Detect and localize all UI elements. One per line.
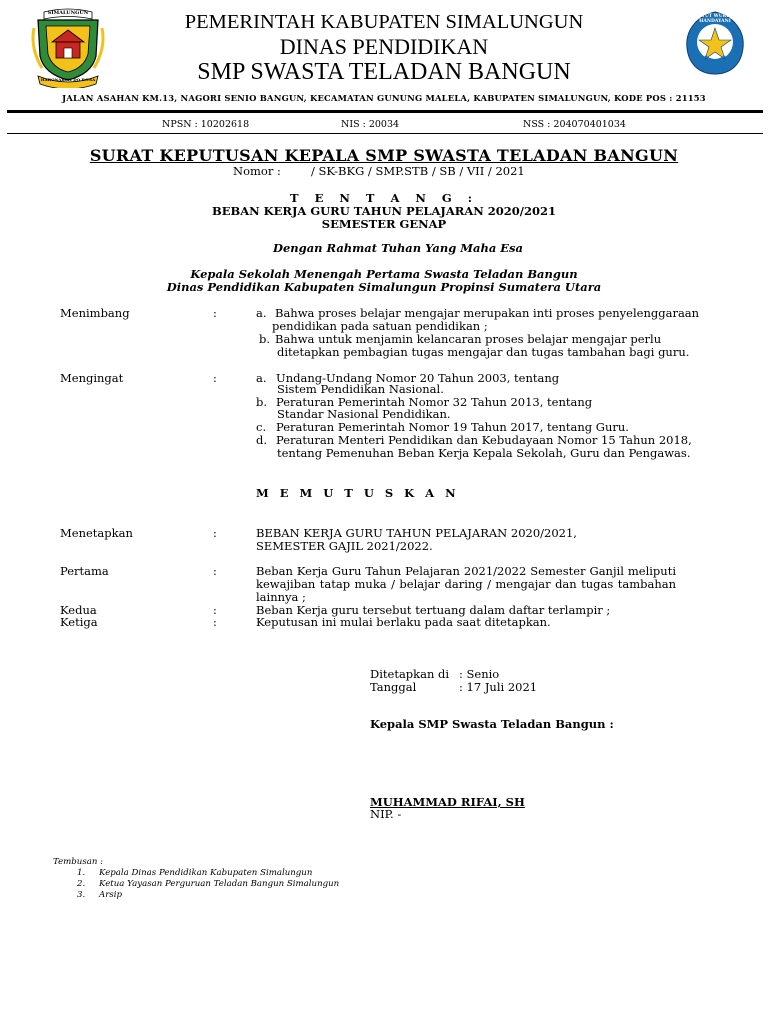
ketiga-text: Keputusan ini mulai berlaku pada saat ditetapkan. bbox=[256, 615, 551, 629]
tembusan-item-2: Ketua Yayasan Perguruan Teladan Bangun Simalungun bbox=[99, 879, 340, 889]
tembusan-num-2: 2. bbox=[77, 879, 86, 889]
menimbang-b-marker: b. bbox=[259, 332, 271, 346]
kedua-colon: : bbox=[213, 603, 217, 617]
header-divider-bottom bbox=[7, 133, 763, 134]
logo-top-banner-text: SIMALUNGUN bbox=[47, 10, 89, 16]
tembusan-item-3: Arsip bbox=[99, 890, 122, 900]
header-divider-top bbox=[7, 110, 763, 113]
signatory-nip: NIP. - bbox=[370, 807, 402, 821]
pertama-text: Beban Kerja Guru Tahun Pelajaran 2021/2022 Semester Ganjil meliputi kewajiban tatap muka / belajar daring / mengajar dan tugas tambahan lainnya ; bbox=[256, 564, 676, 604]
mengingat-b-line-1: Peraturan Pemerintah Nomor 32 Tahun 2013, tentang bbox=[276, 395, 593, 409]
ditetapkan-value: : Senio bbox=[459, 667, 500, 681]
mengingat-colon: : bbox=[213, 371, 217, 385]
header-government: PEMERINTAH KABUPATEN SIMALUNGUN bbox=[184, 11, 584, 33]
subject-line-2: SEMESTER GENAP bbox=[321, 217, 447, 231]
rahmat-text: Dengan Rahmat Tuhan Yang Maha Esa bbox=[273, 241, 523, 255]
menimbang-b-line-1: Bahwa untuk menjamin kelancaran proses belajar mengajar perlu bbox=[275, 332, 662, 346]
ketiga-colon: : bbox=[213, 615, 217, 629]
menimbang-b-line-2: ditetapkan pembagian tugas mengajar dan tugas tambahan bagi guru. bbox=[277, 345, 690, 359]
ketiga-label: Ketiga bbox=[60, 615, 98, 629]
signatory-name: MUHAMMAD RIFAI, SH bbox=[370, 795, 525, 809]
mengingat-c-marker: c. bbox=[256, 420, 267, 434]
tembusan-num-3: 3. bbox=[77, 890, 86, 900]
menetapkan-colon: : bbox=[213, 526, 217, 540]
menetapkan-line-1: BEBAN KERJA GURU TAHUN PELAJARAN 2020/2021, bbox=[256, 526, 577, 540]
mengingat-d-line-2: tentang Pemenuhan Beban Kerja Kepala Sekolah, Guru dan Pengawas. bbox=[277, 446, 691, 460]
kepsek-line-1: Kepala Sekolah Menengah Pertama Swasta Teladan Bangun bbox=[190, 267, 578, 281]
header-address: JALAN ASAHAN KM.13, NAGORI SENIO BANGUN, KECAMATAN GUNUNG MALELA, KABUPATEN SIMALUNGUN, KODE POS : 21153 bbox=[62, 93, 706, 103]
mengingat-d-marker: d. bbox=[256, 433, 268, 447]
mengingat-d-line-1: Peraturan Menteri Pendidikan dan Kebudayaan Nomor 15 Tahun 2018, bbox=[276, 433, 692, 447]
kepala-title: Kepala SMP Swasta Teladan Bangun : bbox=[370, 717, 614, 731]
mengingat-a-marker: a. bbox=[256, 371, 267, 385]
header-department: DINAS PENDIDIKAN bbox=[279, 34, 489, 59]
tanggal-label: Tanggal bbox=[370, 680, 417, 694]
nomor-value: / SK-BKG / SMP.STB / SB / VII / 2021 bbox=[311, 164, 525, 178]
tembusan-label: Tembusan : bbox=[53, 857, 104, 867]
mengingat-b-line-2: Standar Nasional Pendidikan. bbox=[277, 407, 451, 421]
mengingat-label: Mengingat bbox=[60, 371, 124, 385]
menimbang-a-marker: a. bbox=[256, 306, 267, 320]
logo-right-banner-text: TUT WURI HANDAYANI bbox=[699, 14, 731, 24]
kepsek-line-2: Dinas Pendidikan Kabupaten Simalungun Propinsi Sumatera Utara bbox=[166, 280, 602, 294]
mengingat-a-line-1: Undang-Undang Nomor 20 Tahun 2003, tentang bbox=[276, 371, 560, 385]
ditetapkan-label: Ditetapkan di bbox=[370, 667, 450, 681]
menetapkan-line-2: SEMESTER GAJIL 2021/2022. bbox=[256, 539, 433, 553]
nss-text: NSS : 204070401034 bbox=[523, 119, 626, 130]
logo-bottom-banner-text: HABONARON DO BONA bbox=[40, 77, 96, 82]
menimbang-a-line-2: pendidikan pada satuan pendidikan ; bbox=[272, 319, 488, 333]
memutuskan-heading: M E M U T U S K A N bbox=[256, 486, 460, 500]
tanggal-value: : 17 Juli 2021 bbox=[459, 680, 538, 694]
menimbang-label: Menimbang bbox=[60, 306, 130, 320]
nis-text: NIS : 20034 bbox=[341, 119, 400, 130]
mengingat-b-marker: b. bbox=[256, 395, 268, 409]
mengingat-a-line-2: Sistem Pendidikan Nasional. bbox=[277, 382, 444, 396]
menimbang-a-line-1: Bahwa proses belajar mengajar merupakan inti proses penyelenggaraan bbox=[275, 306, 700, 320]
document-title: SURAT KEPUTUSAN KEPALA SMP SWASTA TELADAN BANGUN bbox=[89, 146, 679, 165]
tentang-heading: T E N T A N G : bbox=[290, 191, 478, 205]
npsn-text: NPSN : 10202618 bbox=[162, 119, 250, 130]
pertama-label: Pertama bbox=[60, 564, 109, 578]
tembusan-item-1: Kepala Dinas Pendidikan Kabupaten Simalungun bbox=[99, 868, 313, 878]
header-school-name: SMP SWASTA TELADAN BANGUN bbox=[197, 59, 571, 85]
menetapkan-label: Menetapkan bbox=[60, 526, 133, 540]
kedua-text: Beban Kerja guru tersebut tertuang dalam daftar terlampir ; bbox=[256, 603, 611, 617]
nomor-label: Nomor : bbox=[233, 164, 281, 178]
subject-line-1: BEBAN KERJA GURU TAHUN PELAJARAN 2020/2021 bbox=[211, 204, 557, 218]
menimbang-colon: : bbox=[213, 306, 217, 320]
pertama-colon: : bbox=[213, 564, 217, 578]
tembusan-num-1: 1. bbox=[77, 868, 86, 878]
mengingat-c-line-1: Peraturan Pemerintah Nomor 19 Tahun 2017, tentang Guru. bbox=[276, 420, 629, 434]
kedua-label: Kedua bbox=[60, 603, 97, 617]
